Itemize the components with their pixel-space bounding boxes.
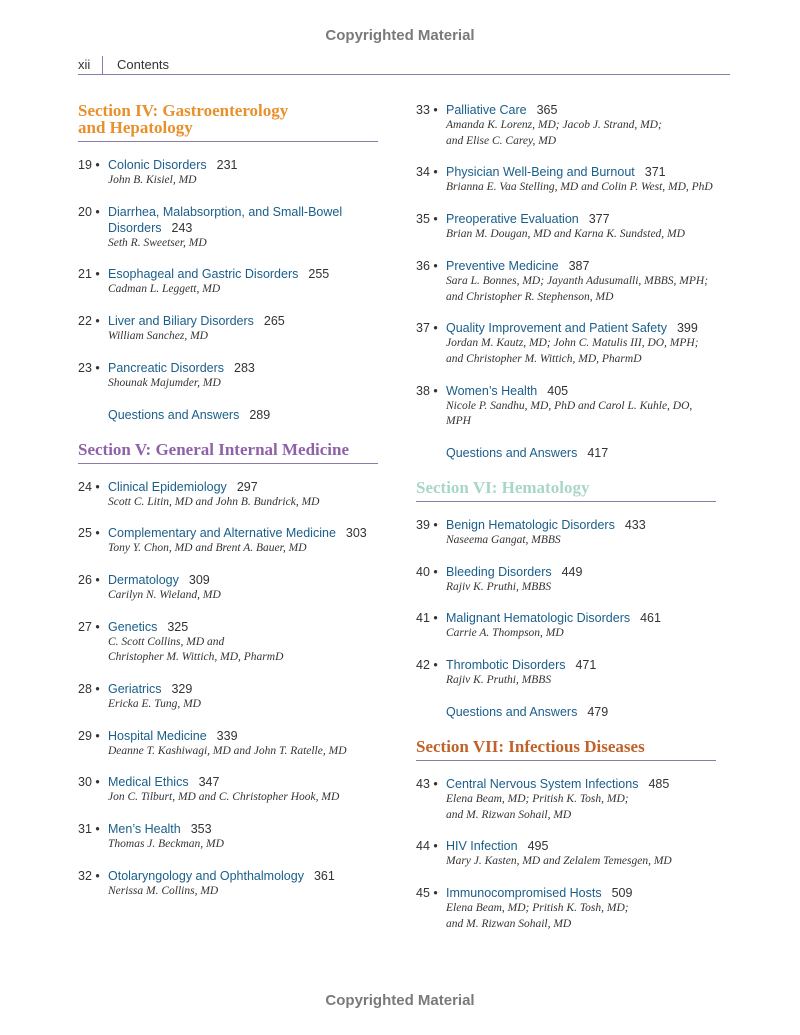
chapter-title-link[interactable]: Otolaryngology and Ophthalmology — [108, 868, 304, 883]
toc-entry — [78, 525, 378, 557]
chapter-authors: Brian M. Dougan, MD and Karna K. Sundsted, MD — [446, 228, 685, 241]
toc-entry — [78, 821, 378, 853]
toc-entry — [416, 657, 716, 689]
entry-row — [416, 258, 716, 305]
entry-row — [78, 407, 378, 423]
page-number: 231 — [216, 158, 238, 172]
chapter-title-link[interactable]: Hospital Medicine — [108, 728, 207, 743]
chapter-title-link[interactable]: Pancreatic Disorders — [108, 360, 225, 375]
page-number: 377 — [588, 212, 610, 227]
entry-body — [108, 407, 378, 423]
toc-entry — [416, 776, 716, 823]
chapter-authors: Mary J. Kasten, MD and Zelalem Temesgen, MD — [446, 855, 672, 868]
entry-row — [416, 885, 716, 932]
toc-column-right — [416, 102, 716, 950]
chapter-authors: Thomas J. Beckman, MD — [108, 838, 224, 851]
chapter-number: 19 • — [78, 158, 100, 172]
entry-row — [78, 728, 378, 760]
chapter-authors: Carilyn N. Wieland, MD — [108, 588, 221, 601]
chapter-title-link[interactable]: Central Nervous System Infections — [446, 776, 639, 791]
copyright-watermark-top: Copyrighted Material — [325, 27, 475, 44]
entry-row — [78, 479, 378, 511]
chapter-number: 41 • — [416, 611, 438, 626]
page-number: 303 — [345, 526, 367, 541]
chapter-number — [416, 704, 446, 720]
chapter-authors: Sara L. Bonnes, MD; Jayanth Adusumalli, MBBS, MPH; and Christopher R. Stephenson, MD — [446, 274, 709, 303]
entry-row — [416, 445, 716, 461]
chapter-authors: Nerissa M. Collins, MD — [108, 884, 219, 897]
chapter-number: 35 • — [416, 212, 438, 227]
page-number: 353 — [190, 822, 212, 837]
chapter-title-link[interactable]: Diarrhea, Malabsorption, and Small-Bowel Disorders — [108, 204, 343, 235]
chapter-authors: Brianna E. Vaa Stelling, MD and Colin P. West, MD, PhD — [446, 181, 713, 194]
entry-body — [446, 445, 716, 461]
chapter-number: 37 • — [416, 321, 438, 336]
toc-entry — [416, 564, 716, 596]
chapter-authors: Deanne T. Kashiwagi, MD and John T. Ratelle, MD — [108, 744, 347, 757]
questions-answers-entry — [78, 407, 378, 423]
chapter-number: 43 • — [416, 776, 438, 791]
entry-row — [78, 619, 378, 666]
toc-entry — [78, 479, 378, 511]
section-title: Section VII: Infectious Diseases — [416, 738, 716, 761]
toc-entry — [78, 157, 378, 189]
entry-row — [416, 211, 716, 243]
entry-row — [78, 868, 378, 900]
chapter-title-link[interactable]: Thrombotic Disorders — [446, 658, 566, 673]
entry-body — [446, 657, 716, 689]
chapter-authors: Seth R. Sweetser, MD — [108, 236, 207, 249]
chapter-title-link[interactable]: Immunocompromised Hosts — [446, 885, 602, 900]
chapter-number: 27 • — [78, 619, 100, 634]
questions-answers-entry — [416, 704, 716, 720]
chapter-title-link[interactable]: Complementary and Alternative Medicine — [108, 526, 336, 541]
entry-row — [78, 313, 378, 345]
entry-body — [108, 821, 378, 853]
entry-body — [108, 868, 378, 900]
chapter-authors: Nicole P. Sandhu, MD, PhD and Carol L. Kuhle, DO, MPH — [446, 399, 693, 428]
entry-row — [416, 610, 716, 642]
section-title: Section V: General Internal Medicine — [78, 441, 378, 464]
chapter-authors: Rajiv K. Pruthi, MBBS — [446, 580, 552, 593]
page-number: 243 — [171, 220, 193, 235]
toc-section — [416, 738, 716, 933]
page-number: 387 — [568, 258, 590, 273]
chapter-number: 26 • — [78, 572, 100, 587]
chapter-number: 40 • — [416, 564, 438, 579]
running-title: Contents — [117, 57, 170, 72]
page-number: 417 — [587, 446, 609, 461]
chapter-title-link[interactable]: Questions and Answers — [446, 446, 578, 461]
entry-row — [416, 704, 716, 720]
page-number: 449 — [561, 564, 583, 579]
page-number: xii — [78, 57, 91, 72]
chapter-title-link[interactable]: Clinical Epidemiology — [108, 479, 227, 494]
page-number: 265 — [263, 314, 285, 329]
page-number: 283 — [234, 360, 255, 375]
chapter-authors: Jon C. Tilburt, MD and C. Christopher Hook, MD — [108, 791, 340, 804]
entry-body — [108, 728, 378, 760]
toc-section — [416, 479, 716, 720]
chapter-authors: Scott C. Litin, MD and John B. Bundrick, MD — [108, 495, 320, 508]
chapter-title-link[interactable]: Liver and Biliary Disorders — [108, 314, 254, 329]
entry-row — [78, 525, 378, 557]
toc-entry — [416, 164, 716, 196]
page-number: 309 — [188, 572, 210, 587]
entry-body — [108, 479, 378, 511]
entry-body — [108, 525, 378, 557]
entry-body — [108, 360, 378, 392]
page-number: 509 — [611, 885, 633, 900]
toc-entry — [78, 266, 378, 298]
toc-column-left — [78, 102, 378, 918]
entry-body — [446, 258, 716, 305]
entry-body — [108, 681, 378, 713]
entry-row — [416, 838, 716, 870]
toc-entry — [78, 572, 378, 604]
entry-body — [446, 517, 716, 549]
page-number: 329 — [171, 682, 193, 697]
toc-section — [78, 102, 378, 423]
page-number: 297 — [236, 479, 258, 494]
entry-row — [78, 774, 378, 806]
chapter-authors: Naseema Gangat, MBBS — [446, 534, 561, 547]
chapter-authors: Cadman L. Leggett, MD — [108, 283, 221, 296]
section-title: Section IV: Gastroenterology and Hepatology — [78, 102, 378, 142]
page-number: 339 — [216, 728, 238, 743]
page-number: 405 — [547, 383, 569, 398]
page-number: 479 — [587, 704, 609, 719]
entry-row — [416, 102, 716, 149]
chapter-title-link[interactable]: Genetics — [108, 619, 158, 634]
entry-body — [108, 774, 378, 806]
chapter-title-link[interactable]: HIV Infection — [446, 839, 518, 854]
chapter-title-link[interactable]: Esophageal and Gastric Disorders — [108, 267, 299, 282]
toc-entry — [416, 211, 716, 243]
entry-body — [446, 164, 716, 196]
chapter-authors: Carrie A. Thompson, MD — [446, 627, 564, 640]
chapter-number — [78, 407, 108, 423]
page-number: 371 — [644, 165, 666, 180]
entry-row — [78, 157, 378, 189]
toc-entry — [416, 838, 716, 870]
chapter-authors: Tony Y. Chon, MD and Brent A. Bauer, MD — [108, 542, 307, 555]
chapter-authors: William Sanchez, MD — [108, 330, 208, 343]
toc-entry — [78, 204, 378, 252]
questions-answers-entry — [416, 445, 716, 461]
entry-body — [108, 204, 378, 252]
entry-body — [108, 266, 378, 298]
toc-entry — [78, 774, 378, 806]
chapter-number: 29 • — [78, 728, 100, 743]
chapter-number: 25 • — [78, 526, 100, 541]
chapter-title-link[interactable]: Geriatrics — [108, 682, 162, 697]
chapter-number: 42 • — [416, 658, 438, 673]
chapter-number: 22 • — [78, 314, 100, 329]
entry-row — [78, 821, 378, 853]
entry-body — [446, 320, 716, 367]
toc-entry — [78, 360, 378, 392]
entry-row — [416, 517, 716, 549]
page-number: 495 — [527, 839, 549, 854]
page-number: 485 — [648, 776, 670, 791]
page-number: 433 — [624, 518, 646, 533]
toc-entry — [416, 102, 716, 149]
chapter-number: 28 • — [78, 682, 100, 697]
toc-entry — [78, 681, 378, 713]
entry-body — [446, 102, 716, 149]
chapter-number: 44 • — [416, 839, 438, 854]
entry-row — [416, 164, 716, 196]
chapter-title-link[interactable]: Men’s Health — [108, 822, 181, 837]
entry-body — [446, 610, 716, 642]
chapter-authors: Elena Beam, MD; Pritish K. Tosh, MD; and M. Rizwan Sohail, MD — [446, 901, 629, 930]
chapter-authors: C. Scott Collins, MD and Christopher M. Wittich, MD, PharmD — [108, 635, 284, 664]
entry-body — [446, 776, 716, 823]
chapter-title-link[interactable]: Colonic Disorders — [108, 158, 207, 172]
chapter-number: 38 • — [416, 383, 438, 398]
chapter-authors: Ericka E. Tung, MD — [108, 698, 201, 711]
chapter-number — [416, 445, 446, 461]
entry-row — [416, 564, 716, 596]
entry-row — [416, 657, 716, 689]
chapter-title-link[interactable]: Palliative Care — [446, 103, 527, 117]
chapter-number: 23 • — [78, 360, 100, 375]
chapter-number: 21 • — [78, 267, 100, 282]
entry-body — [446, 885, 716, 932]
page-number: 255 — [308, 267, 330, 282]
chapter-title-link[interactable]: Quality Improvement and Patient Safety — [446, 321, 667, 336]
page-number: 325 — [167, 619, 189, 634]
chapter-authors: John B. Kisiel, MD — [108, 174, 197, 186]
chapter-title-link[interactable]: Preoperative Evaluation — [446, 212, 579, 227]
page-number: 347 — [198, 775, 220, 790]
chapter-number: 31 • — [78, 822, 100, 837]
entry-row — [78, 572, 378, 604]
toc-section — [78, 441, 378, 900]
page-number: 365 — [536, 103, 558, 117]
page-number: 289 — [249, 407, 271, 422]
entry-row — [416, 320, 716, 367]
page-number: 471 — [575, 658, 597, 673]
page-number: 399 — [676, 321, 698, 336]
header-divider — [102, 56, 103, 74]
chapter-authors: Jordan M. Kautz, MD; John C. Matulis III, DO, MPH; and Christopher M. Wittich, MD, PharmD — [446, 337, 699, 365]
chapter-number: 45 • — [416, 885, 438, 900]
chapter-authors: Amanda K. Lorenz, MD; Jacob J. Strand, MD; and Elise C. Carey, MD — [446, 119, 662, 147]
entry-row — [416, 383, 716, 430]
toc-entry — [416, 320, 716, 367]
chapter-number: 32 • — [78, 868, 100, 883]
chapter-number: 33 • — [416, 103, 438, 117]
chapter-title-link[interactable]: Dermatology — [108, 572, 179, 587]
chapter-title-link[interactable]: Questions and Answers — [108, 407, 240, 422]
entry-body — [108, 313, 378, 345]
chapter-number: 39 • — [416, 518, 438, 533]
page-number: 361 — [313, 868, 335, 883]
entry-row — [416, 776, 716, 823]
page-number: 461 — [640, 611, 661, 626]
chapter-number: 20 • — [78, 204, 100, 219]
entry-body — [446, 211, 716, 243]
chapter-title-link[interactable]: Preventive Medicine — [446, 258, 559, 273]
entry-row — [78, 360, 378, 392]
entry-body — [446, 838, 716, 870]
chapter-title-link[interactable]: Questions and Answers — [446, 704, 578, 719]
toc-entry — [416, 517, 716, 549]
toc-entry — [416, 383, 716, 430]
copyright-watermark-bottom: Copyrighted Material — [325, 992, 475, 1009]
chapter-authors: Elena Beam, MD; Pritish K. Tosh, MD; and M. Rizwan Sohail, MD — [446, 792, 629, 821]
chapter-title-link[interactable]: Medical Ethics — [108, 775, 189, 790]
entry-body — [108, 619, 378, 666]
chapter-number: 34 • — [416, 165, 438, 180]
toc-entry — [78, 619, 378, 666]
chapter-number: 30 • — [78, 775, 100, 790]
chapter-title-link[interactable]: Women’s Health — [446, 383, 538, 398]
toc-entry — [78, 868, 378, 900]
entry-row — [78, 266, 378, 298]
entry-body — [446, 564, 716, 596]
chapter-title-link[interactable]: Physician Well-Being and Burnout — [446, 165, 635, 180]
toc-entry — [78, 313, 378, 345]
chapter-authors: Shounak Majumder, MD — [108, 376, 221, 389]
chapter-number: 24 • — [78, 479, 100, 494]
section-title: Section VI: Hematology — [416, 479, 716, 502]
chapter-title-link[interactable]: Malignant Hematologic Disorders — [446, 611, 631, 626]
entry-row — [78, 681, 378, 713]
toc-entry — [78, 728, 378, 760]
entry-body — [446, 704, 716, 720]
entry-body — [108, 157, 378, 189]
entry-body — [108, 572, 378, 604]
chapter-authors: Rajiv K. Pruthi, MBBS — [446, 674, 552, 687]
toc-entry — [416, 258, 716, 305]
toc-entry — [416, 885, 716, 932]
chapter-number: 36 • — [416, 258, 438, 273]
chapter-title-link[interactable]: Benign Hematologic Disorders — [446, 518, 615, 533]
toc-section — [416, 102, 716, 461]
toc-entry — [416, 610, 716, 642]
page-header — [78, 56, 730, 75]
entry-row — [78, 204, 378, 252]
chapter-title-link[interactable]: Bleeding Disorders — [446, 564, 552, 579]
entry-body — [446, 383, 716, 430]
